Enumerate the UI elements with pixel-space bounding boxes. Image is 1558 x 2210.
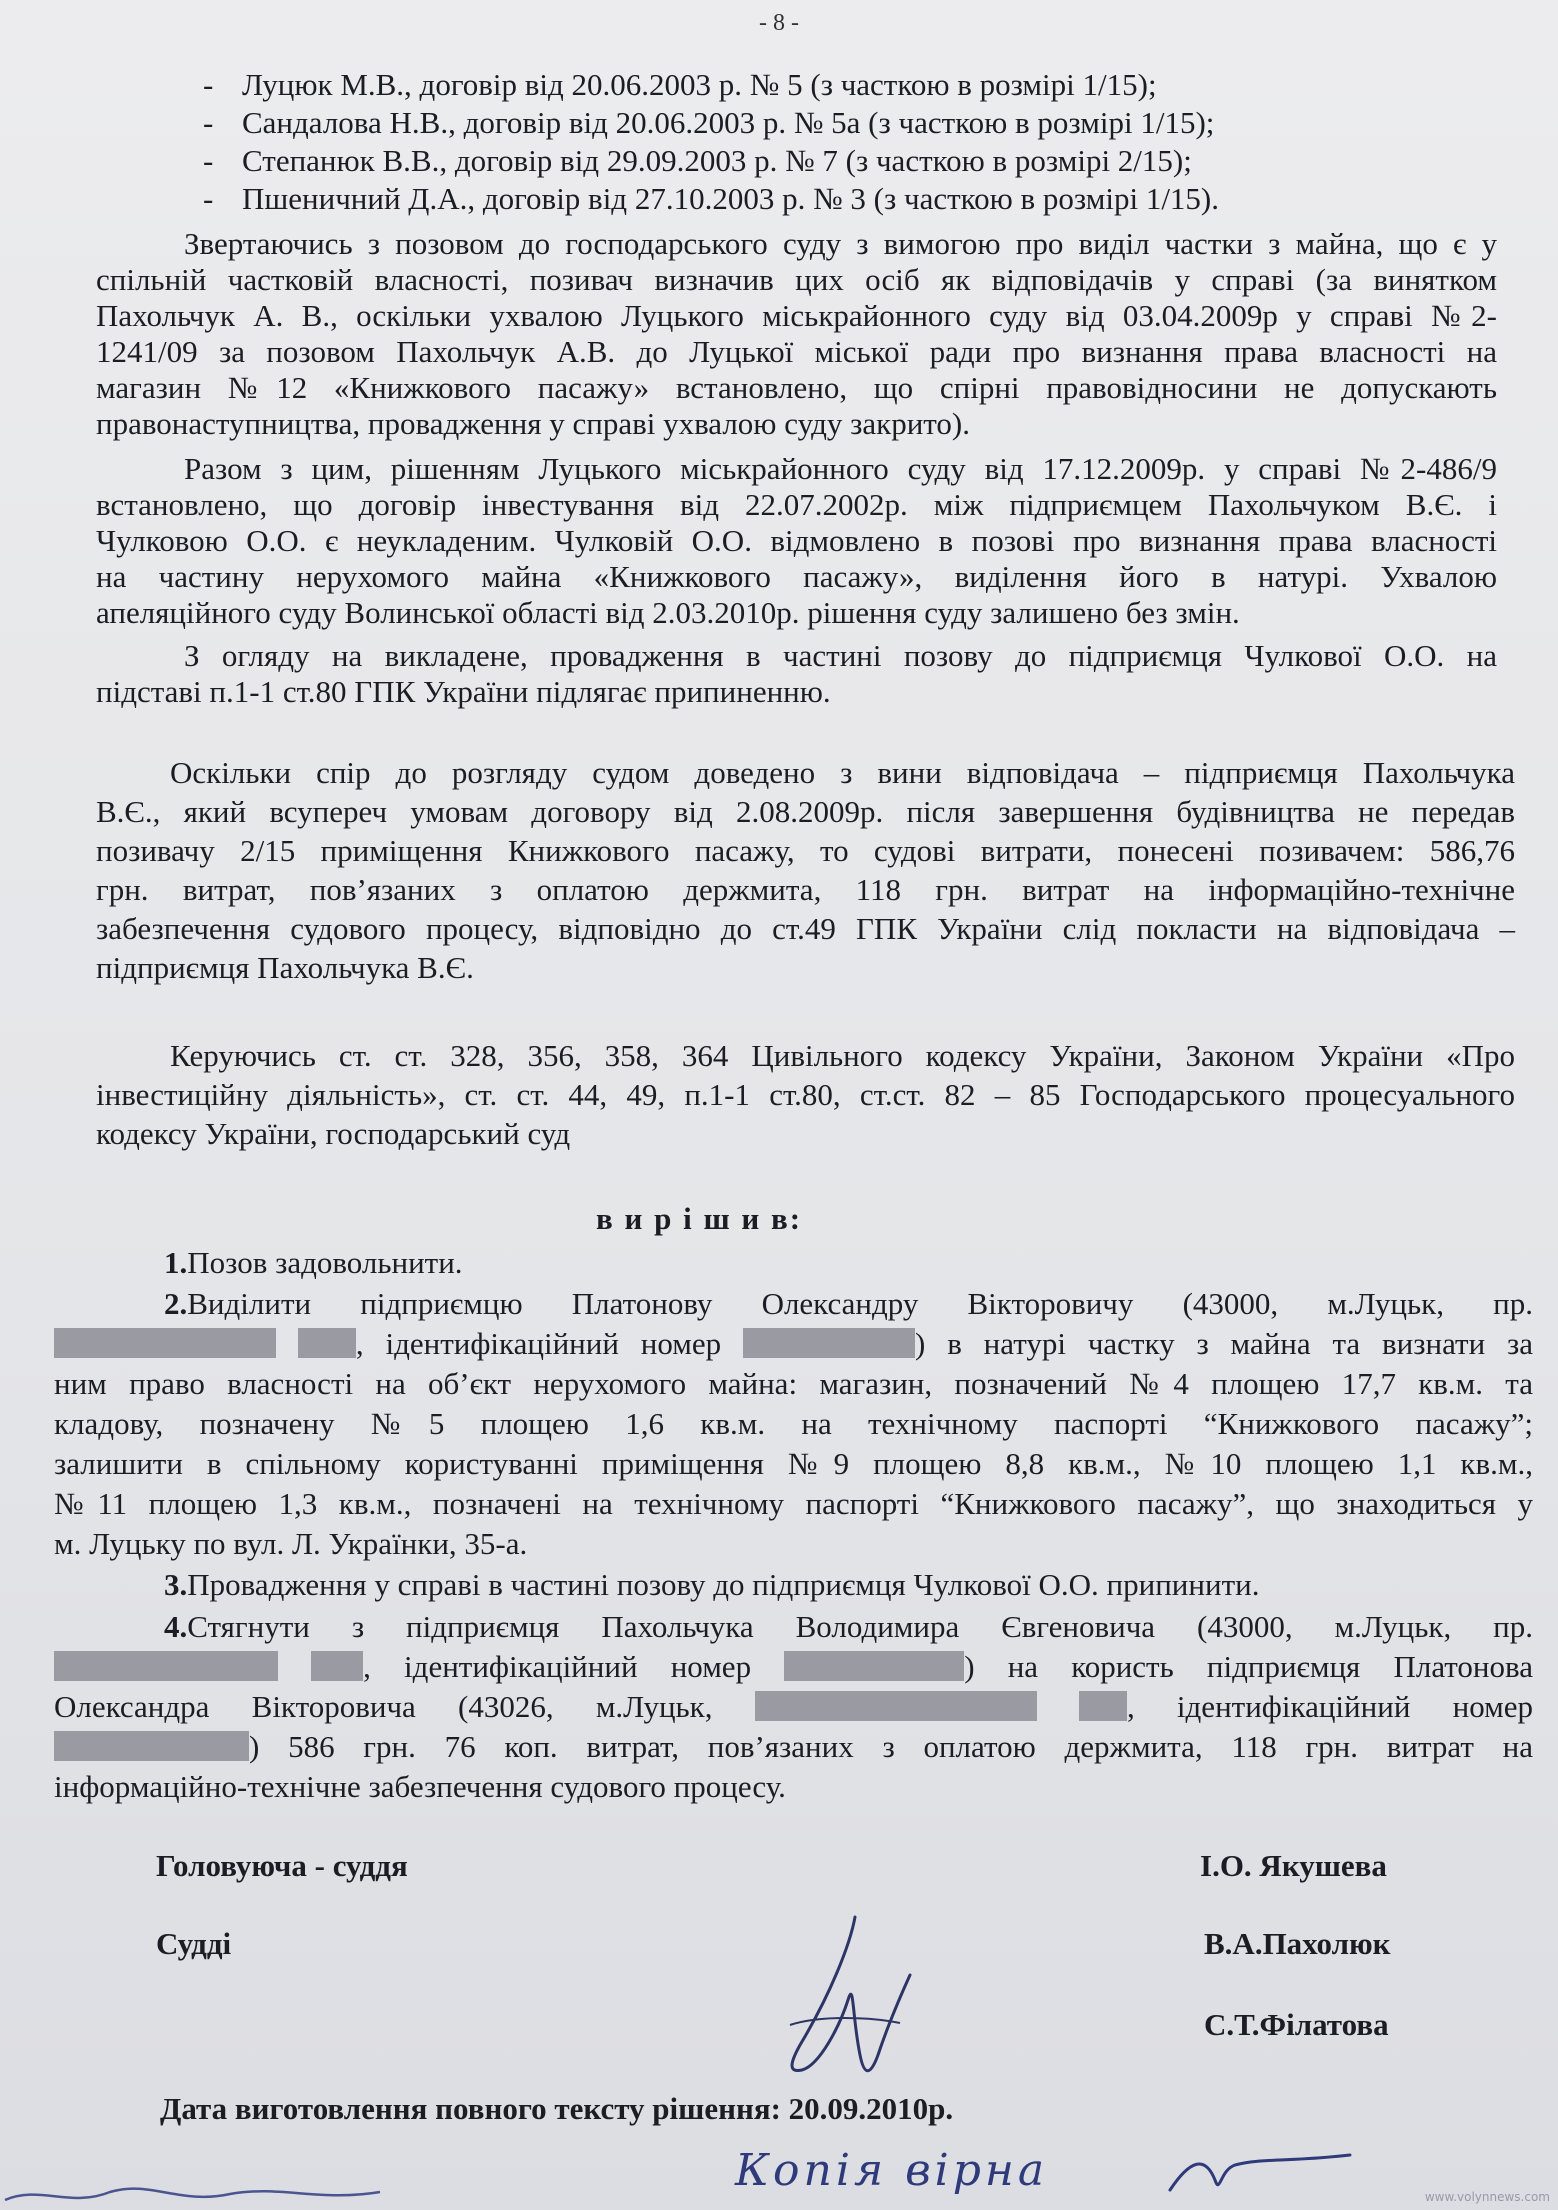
full-text-date: Дата виготовлення повного тексту рішення: 20.09.2010р. xyxy=(160,2091,954,2126)
paragraph-line: Оскільки спір до розгляду судом доведено з вини відповідача – підприємця Пахольчука xyxy=(170,755,1515,790)
paragraph-line: встановлено, що договір інвестування від 22.07.2002р. між підприємцем Пахольчуком В.Є. і xyxy=(96,487,1497,522)
handwritten-note: Копія вірна xyxy=(735,2145,1049,2196)
decision-item-4: 4.Стягнути з підприємця Пахольчука Володимира Євгеновича (43000, м.Луцьк, пр. xyxy=(164,1609,1533,1644)
paragraph-line: Керуючись ст. ст. 328, 356, 358, 364 Цивільного кодексу України, Законом України «Про xyxy=(170,1038,1515,1073)
paragraph-line: , ідентифікаційний номер ) в натурі частку з майна та визнати за xyxy=(54,1325,1533,1363)
paragraph-line: інформаційно-технічне забезпечення судового процесу. xyxy=(54,1769,786,1804)
paragraph-line: Пахольчук А. В., оскільки ухвалою Луцького міськрайонного суду від 03.04.2009р у справі №2- xyxy=(96,298,1497,333)
paragraph-line: магазин №12 «Книжкового пасажу» встановлено, що спірні правовідносини не допускають xyxy=(96,370,1497,405)
paragraph-line: Олександра Вікторовича (43026, м.Луцьк, , ідентифікаційний номер xyxy=(54,1689,1534,1724)
judges-label: Судді xyxy=(156,1926,232,1961)
bullet-dash: - xyxy=(203,143,214,178)
paragraph-line: кладову, позначену №5 площею 1,6 кв.м. на технічному паспорті “Книжкового пасажу”; xyxy=(54,1406,1533,1441)
paragraph-line: , ідентифікаційний номер ) на користь підприємця Платонова xyxy=(54,1648,1533,1686)
paragraph-line: м. Луцьку по вул. Л. Українки, 35-а. xyxy=(54,1526,528,1561)
judge-signature xyxy=(760,1905,930,2095)
paragraph-line: Звертаючись з позовом до господарського суду з вимогою про виділ частки з майна, що є у xyxy=(184,226,1497,261)
page-number: - 8 - xyxy=(759,10,799,36)
redacted-address xyxy=(54,1328,276,1358)
decision-item-3: 3.Провадження у справі в частині позову до підприємця Чулкової О.О. припинити. xyxy=(164,1567,1260,1602)
paragraph-line: позивачу 2/15 приміщення Книжкового пасажу, то судові витрати, понесені позивачем: 586,76 xyxy=(96,833,1515,868)
redacted-address xyxy=(311,1651,363,1681)
redacted-address xyxy=(755,1691,1037,1721)
paragraph-line: В.Є., який всупереч умовам договору від 2.08.2009р. після завершення будівництва не передав xyxy=(96,794,1515,829)
paragraph-line: 1241/09 за позовом Пахольчук А.В. до Луцької міської ради про визнання права власності на xyxy=(96,334,1497,369)
judge-name: С.Т.Філатова xyxy=(1204,2007,1389,2042)
redacted-address xyxy=(298,1328,356,1358)
paragraph-line: на частину нерухомого майна «Книжкового пасажу», виділення його в натурі. Ухвалою xyxy=(96,559,1497,594)
presiding-judge-label: Головуюча - суддя xyxy=(156,1848,408,1883)
decision-item-2: 2.Виділити підприємцю Платонову Олександру Вікторовичу (43000, м.Луцьк, пр. xyxy=(164,1286,1533,1321)
redacted-address xyxy=(1079,1691,1127,1721)
paragraph-line: забезпечення судового процесу, відповідно до ст.49 ГПК України слід покласти на відповідача – xyxy=(96,911,1515,946)
paragraph-line: Чулковою О.О. є неукладеним. Чулковій О.О. відмовлено в позові про визнання права власності xyxy=(96,523,1497,558)
certification-signature xyxy=(1160,2150,1370,2210)
faint-handwriting xyxy=(0,2180,420,2210)
redacted-id-number xyxy=(784,1651,964,1681)
list-item: Степанюк В.В., договір від 29.09.2003 р. № 7 (з часткою в розмірі 2/15); xyxy=(242,143,1192,178)
paragraph-line: підставі п.1-1 ст.80 ГПК України підлягає припиненню. xyxy=(96,674,831,709)
paragraph-line: грн. витрат, пов’язаних з оплатою держмита, 118 грн. витрат на інформаційно-технічне xyxy=(96,872,1515,907)
paragraph-line: Разом з цим, рішенням Луцького міськрайонного суду від 17.12.2009р. у справі №2-486/9 xyxy=(184,451,1497,486)
redacted-id-number xyxy=(54,1731,249,1761)
paragraph-line: апеляційного суду Волинської області від 2.03.2010р. рішення суду залишено без змін. xyxy=(96,595,1240,630)
decision-heading: в и р і ш и в: xyxy=(596,1201,803,1236)
redacted-id-number xyxy=(743,1328,915,1358)
paragraph-line: З огляду на викладене, провадження в частині позову до підприємця Чулкової О.О. на xyxy=(184,638,1497,673)
presiding-judge-name: І.О. Якушева xyxy=(1200,1848,1387,1883)
paragraph-line: ним право власності на об’єкт нерухомого майна: магазин, позначений №4 площею 17,7 кв.м. та xyxy=(54,1366,1533,1401)
list-item: Сандалова Н.В., договір від 20.06.2003 р. № 5а (з часткою в розмірі 1/15); xyxy=(242,105,1215,140)
bullet-dash: - xyxy=(203,67,214,102)
paragraph-line: спільній частковій власності, позивач визначив цих осіб як відповідачів у справі (за винятком xyxy=(96,262,1497,297)
paragraph-line: підприємця Пахольчука В.Є. xyxy=(96,950,474,985)
judge-name: В.А.Пахолюк xyxy=(1204,1926,1391,1961)
paragraph-line: №11 площею 1,3 кв.м., позначені на технічному паспорті “Книжкового пасажу”, що знаходиться у xyxy=(54,1486,1533,1521)
redacted-address xyxy=(54,1651,278,1681)
paragraph-line: залишити в спільному користуванні приміщення №9 площею 8,8 кв.м., №10 площею 1,1 кв.м., xyxy=(54,1446,1533,1481)
list-item: Луцюк М.В., договір від 20.06.2003 р. № 5 (з часткою в розмірі 1/15); xyxy=(242,67,1157,102)
bullet-dash: - xyxy=(203,105,214,140)
list-item: Пшеничний Д.А., договір від 27.10.2003 р. № 3 (з часткою в розмірі 1/15). xyxy=(242,181,1219,216)
decision-item-1: 1.Позов задовольнити. xyxy=(164,1245,463,1280)
bullet-dash: - xyxy=(203,181,214,216)
paragraph-line: правонаступництва, провадження у справі ухвалою суду закрито). xyxy=(96,406,971,441)
paragraph-line: інвестиційну діяльність», ст. ст. 44, 49, п.1-1 ст.80, ст.ст. 82 – 85 Господарського процесуального xyxy=(96,1077,1515,1112)
paragraph-line: кодексу України, господарський суд xyxy=(96,1116,571,1151)
watermark: www.volynnews.com xyxy=(1424,2190,1550,2204)
paragraph-line: ) 586 грн. 76 коп. витрат, пов’язаних з оплатою держмита, 118 грн. витрат на xyxy=(54,1728,1533,1766)
